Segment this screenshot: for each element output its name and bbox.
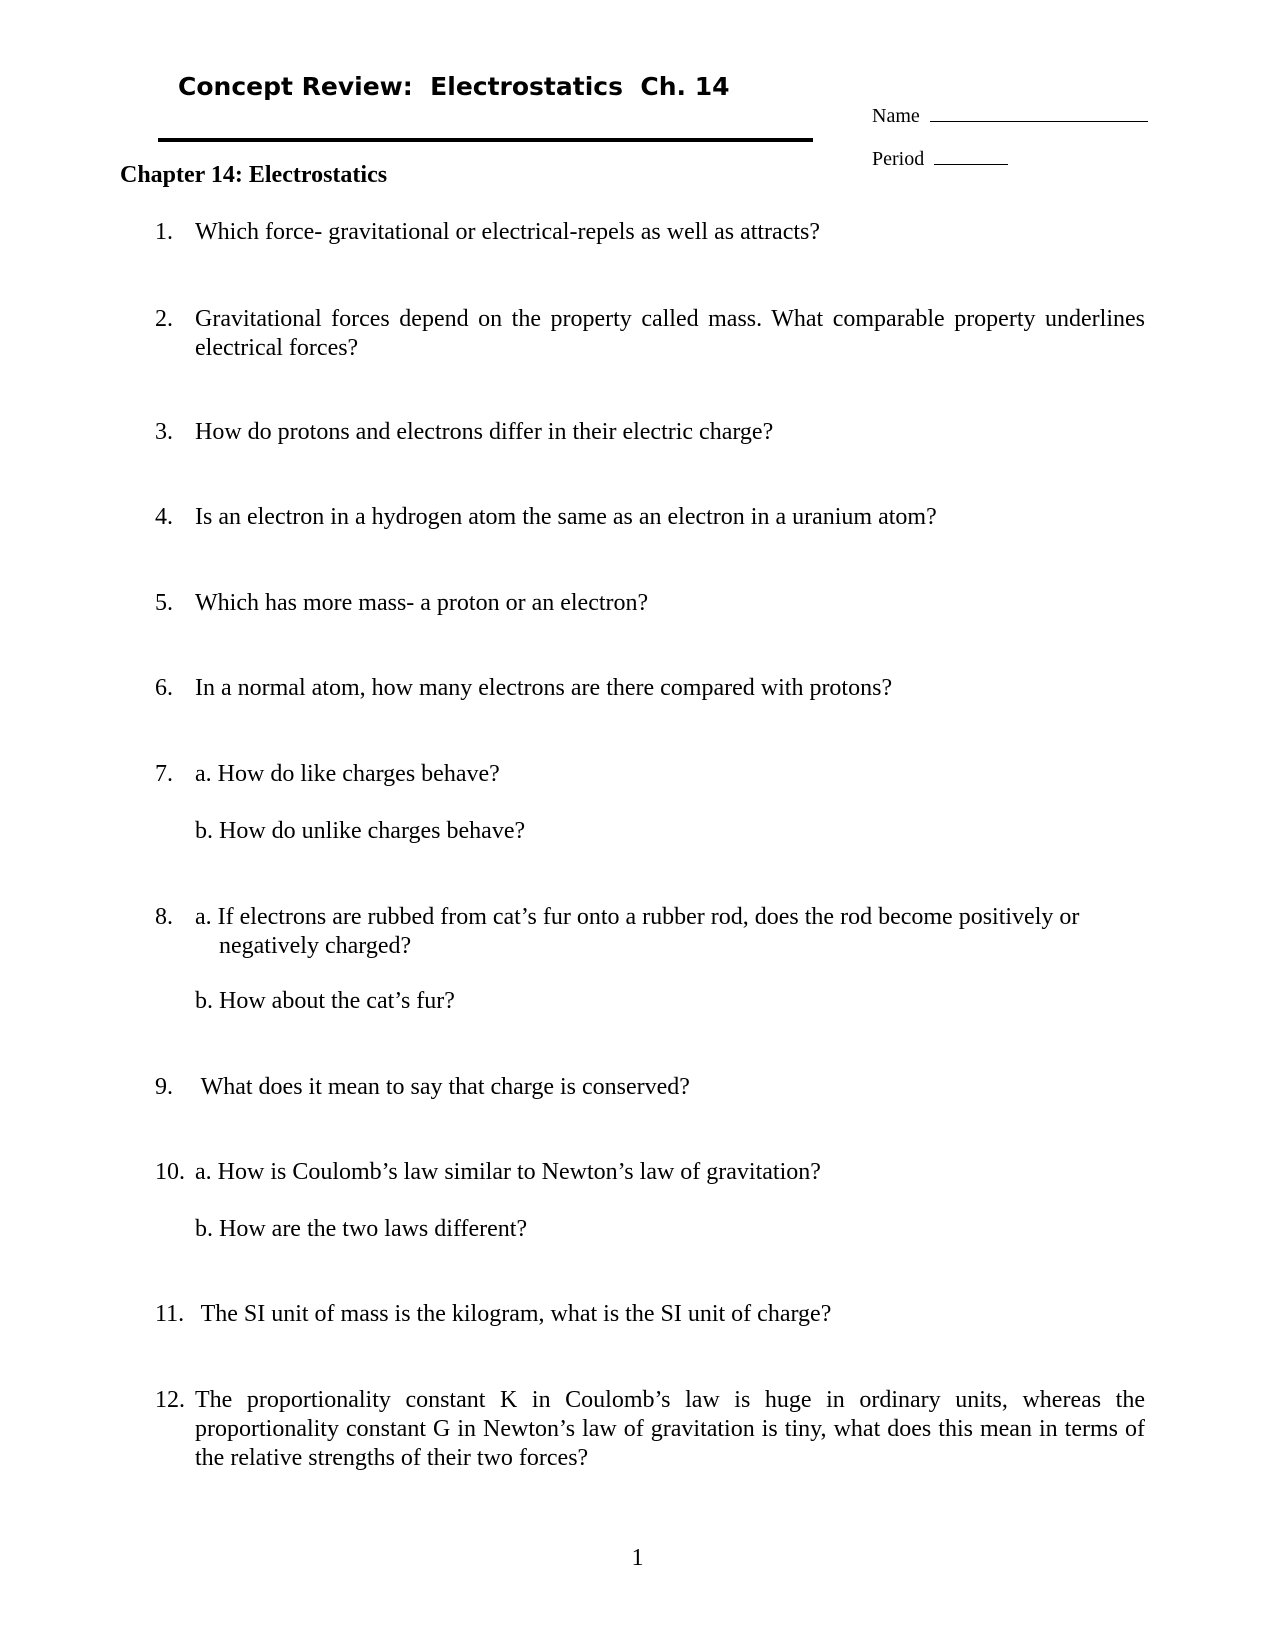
question-text: Which has more mass- a proton or an electron? bbox=[195, 590, 649, 616]
question-3 bbox=[155, 418, 1145, 448]
question-number: 2. bbox=[155, 306, 173, 332]
question-7 bbox=[155, 760, 1145, 790]
question-1 bbox=[155, 218, 1145, 248]
question-text: In a normal atom, how many electrons are there compared with protons? bbox=[195, 675, 893, 701]
question-text: Gravitational forces depend on the property called mass. What comparable property underlines electrical forces? bbox=[195, 306, 1145, 361]
period-field bbox=[862, 123, 1008, 171]
question-number: 11. bbox=[155, 1301, 185, 1327]
question-8 bbox=[155, 903, 1145, 963]
question-number: 3. bbox=[155, 419, 173, 445]
question-text: How do protons and electrons differ in their electric charge? bbox=[195, 419, 774, 445]
question-number: 9. bbox=[155, 1074, 173, 1100]
question-number: 6. bbox=[155, 675, 173, 701]
period-label: Period bbox=[872, 148, 925, 170]
question-4 bbox=[155, 503, 1145, 533]
question-number: 4. bbox=[155, 504, 173, 530]
question-text: a. How is Coulomb’s law similar to Newton’s law of gravitation? bbox=[195, 1159, 821, 1185]
question-2 bbox=[155, 305, 1145, 365]
question-10-part-b: b. How are the two laws different? bbox=[195, 1216, 528, 1242]
question-6 bbox=[155, 674, 1145, 704]
period-blank[interactable] bbox=[934, 146, 1008, 165]
question-11 bbox=[155, 1300, 1145, 1330]
title-underline bbox=[158, 138, 813, 142]
question-5 bbox=[155, 589, 1145, 619]
question-number: 10. bbox=[155, 1159, 185, 1185]
name-label: Name bbox=[872, 105, 920, 127]
question-number: 1. bbox=[155, 219, 173, 245]
question-text: The proportionality constant K in Coulomb’s law is huge in ordinary units, whereas the proportionality constant G in Newton’s law of gravitation is tiny, what does this mean in terms of the relative strengths of their two forces? bbox=[195, 1387, 1145, 1471]
question-8-part-b: b. How about the cat’s fur? bbox=[195, 988, 455, 1014]
question-text: Is an electron in a hydrogen atom the same as an electron in a uranium atom? bbox=[195, 504, 937, 530]
question-12 bbox=[155, 1386, 1145, 1476]
chapter-heading: Chapter 14: Electrostatics bbox=[120, 162, 388, 188]
question-9 bbox=[155, 1073, 1145, 1103]
worksheet-title: Concept Review: Electrostatics Ch. 14 bbox=[178, 72, 730, 101]
question-text: Which force- gravitational or electrical-repels as well as attracts? bbox=[195, 219, 821, 245]
question-number: 8. bbox=[155, 904, 173, 930]
question-text: a. If electrons are rubbed from cat’s fur onto a rubber rod, does the rod become positively or negatively charged? bbox=[195, 904, 1080, 959]
question-text: The SI unit of mass is the kilogram, what is the SI unit of charge? bbox=[195, 1301, 832, 1327]
page-number: 1 bbox=[631, 1545, 644, 1571]
question-text: What does it mean to say that charge is conserved? bbox=[195, 1074, 690, 1100]
question-10 bbox=[155, 1158, 1145, 1188]
question-7-part-b: b. How do unlike charges behave? bbox=[195, 818, 526, 844]
name-blank[interactable] bbox=[930, 103, 1148, 122]
question-number: 12. bbox=[155, 1387, 185, 1413]
question-number: 7. bbox=[155, 761, 173, 787]
question-text: a. How do like charges behave? bbox=[195, 761, 500, 787]
name-field bbox=[862, 80, 1148, 128]
question-number: 5. bbox=[155, 590, 173, 616]
